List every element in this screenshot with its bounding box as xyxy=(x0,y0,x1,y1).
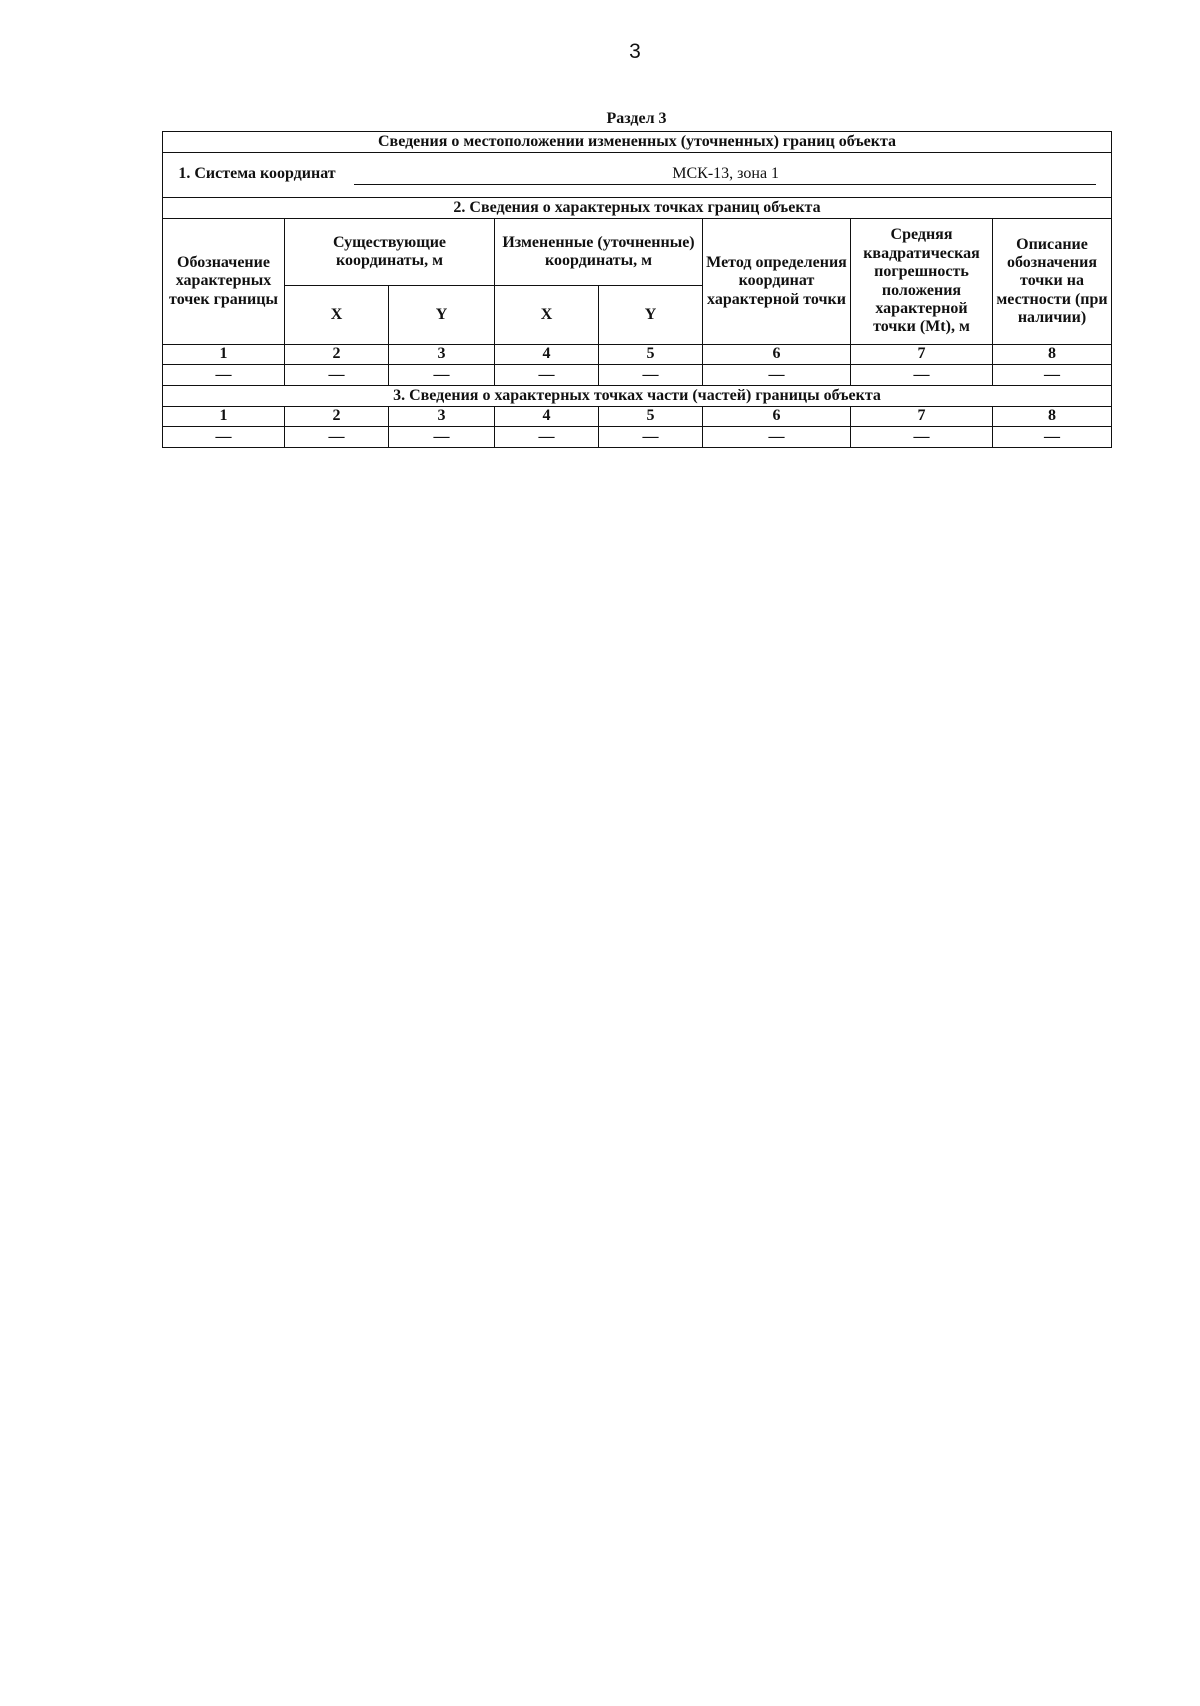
header-row-1 xyxy=(163,219,1112,286)
table-heading-row xyxy=(163,132,1112,153)
empty-cell: — xyxy=(993,365,1112,386)
column-number: 4 xyxy=(495,345,599,365)
header-designation: Обозначение характерных точек границы xyxy=(163,219,285,345)
empty-cell: — xyxy=(285,427,389,448)
table-row xyxy=(163,365,1112,386)
column-number: 7 xyxy=(851,407,993,427)
coord-system-label: 1. Система координат xyxy=(178,165,336,183)
empty-cell: — xyxy=(599,365,703,386)
header-error: Средняя квадратическая погрешность положения характерной точки (Mt), м xyxy=(851,219,993,345)
column-number: 1 xyxy=(163,407,285,427)
column-number: 6 xyxy=(703,407,851,427)
column-number: 7 xyxy=(851,345,993,365)
header-existing-y: Y xyxy=(389,286,495,345)
part2-title-row xyxy=(163,198,1112,219)
header-existing-x: X xyxy=(285,286,389,345)
empty-cell: — xyxy=(285,365,389,386)
empty-cell: — xyxy=(993,427,1112,448)
column-number: 5 xyxy=(599,407,703,427)
column-number: 4 xyxy=(495,407,599,427)
header-existing: Существующие координаты, м xyxy=(285,219,495,286)
column-number: 3 xyxy=(389,407,495,427)
coord-system-row xyxy=(163,153,1112,198)
header-changed: Измененные (уточненные) координаты, м xyxy=(495,219,703,286)
column-number: 1 xyxy=(163,345,285,365)
empty-cell: — xyxy=(495,427,599,448)
part3-title: 3. Сведения о характерных точках части (частей) границы объекта xyxy=(163,386,1112,407)
coord-system-value: МСК-13, зона 1 xyxy=(354,165,1096,184)
empty-cell: — xyxy=(851,365,993,386)
part2-title: 2. Сведения о характерных точках границ объекта xyxy=(163,198,1112,219)
empty-cell: — xyxy=(495,365,599,386)
coord-system-cell xyxy=(163,153,1112,198)
section-title: Раздел 3 xyxy=(606,110,667,127)
column-number: 6 xyxy=(703,345,851,365)
header-changed-x: X xyxy=(495,286,599,345)
header-description: Описание обозначения точки на местности (при наличии) xyxy=(993,219,1112,345)
column-number: 8 xyxy=(993,407,1112,427)
column-number: 2 xyxy=(285,345,389,365)
page-number: 3 xyxy=(629,40,641,63)
empty-cell: — xyxy=(163,365,285,386)
empty-cell: — xyxy=(703,365,851,386)
table-row xyxy=(163,427,1112,448)
header-method: Метод определения координат характерной точки xyxy=(703,219,851,345)
empty-cell: — xyxy=(703,427,851,448)
empty-cell: — xyxy=(851,427,993,448)
part3-title-row xyxy=(163,386,1112,407)
column-number: 2 xyxy=(285,407,389,427)
boundary-table xyxy=(162,131,1112,448)
empty-cell: — xyxy=(599,427,703,448)
column-number-row xyxy=(163,345,1112,365)
column-number: 5 xyxy=(599,345,703,365)
table-heading: Сведения о местоположении измененных (уточненных) границ объекта xyxy=(163,132,1112,153)
column-number-row xyxy=(163,407,1112,427)
empty-cell: — xyxy=(163,427,285,448)
empty-cell: — xyxy=(389,427,495,448)
header-changed-y: Y xyxy=(599,286,703,345)
column-number: 8 xyxy=(993,345,1112,365)
empty-cell: — xyxy=(389,365,495,386)
column-number: 3 xyxy=(389,345,495,365)
